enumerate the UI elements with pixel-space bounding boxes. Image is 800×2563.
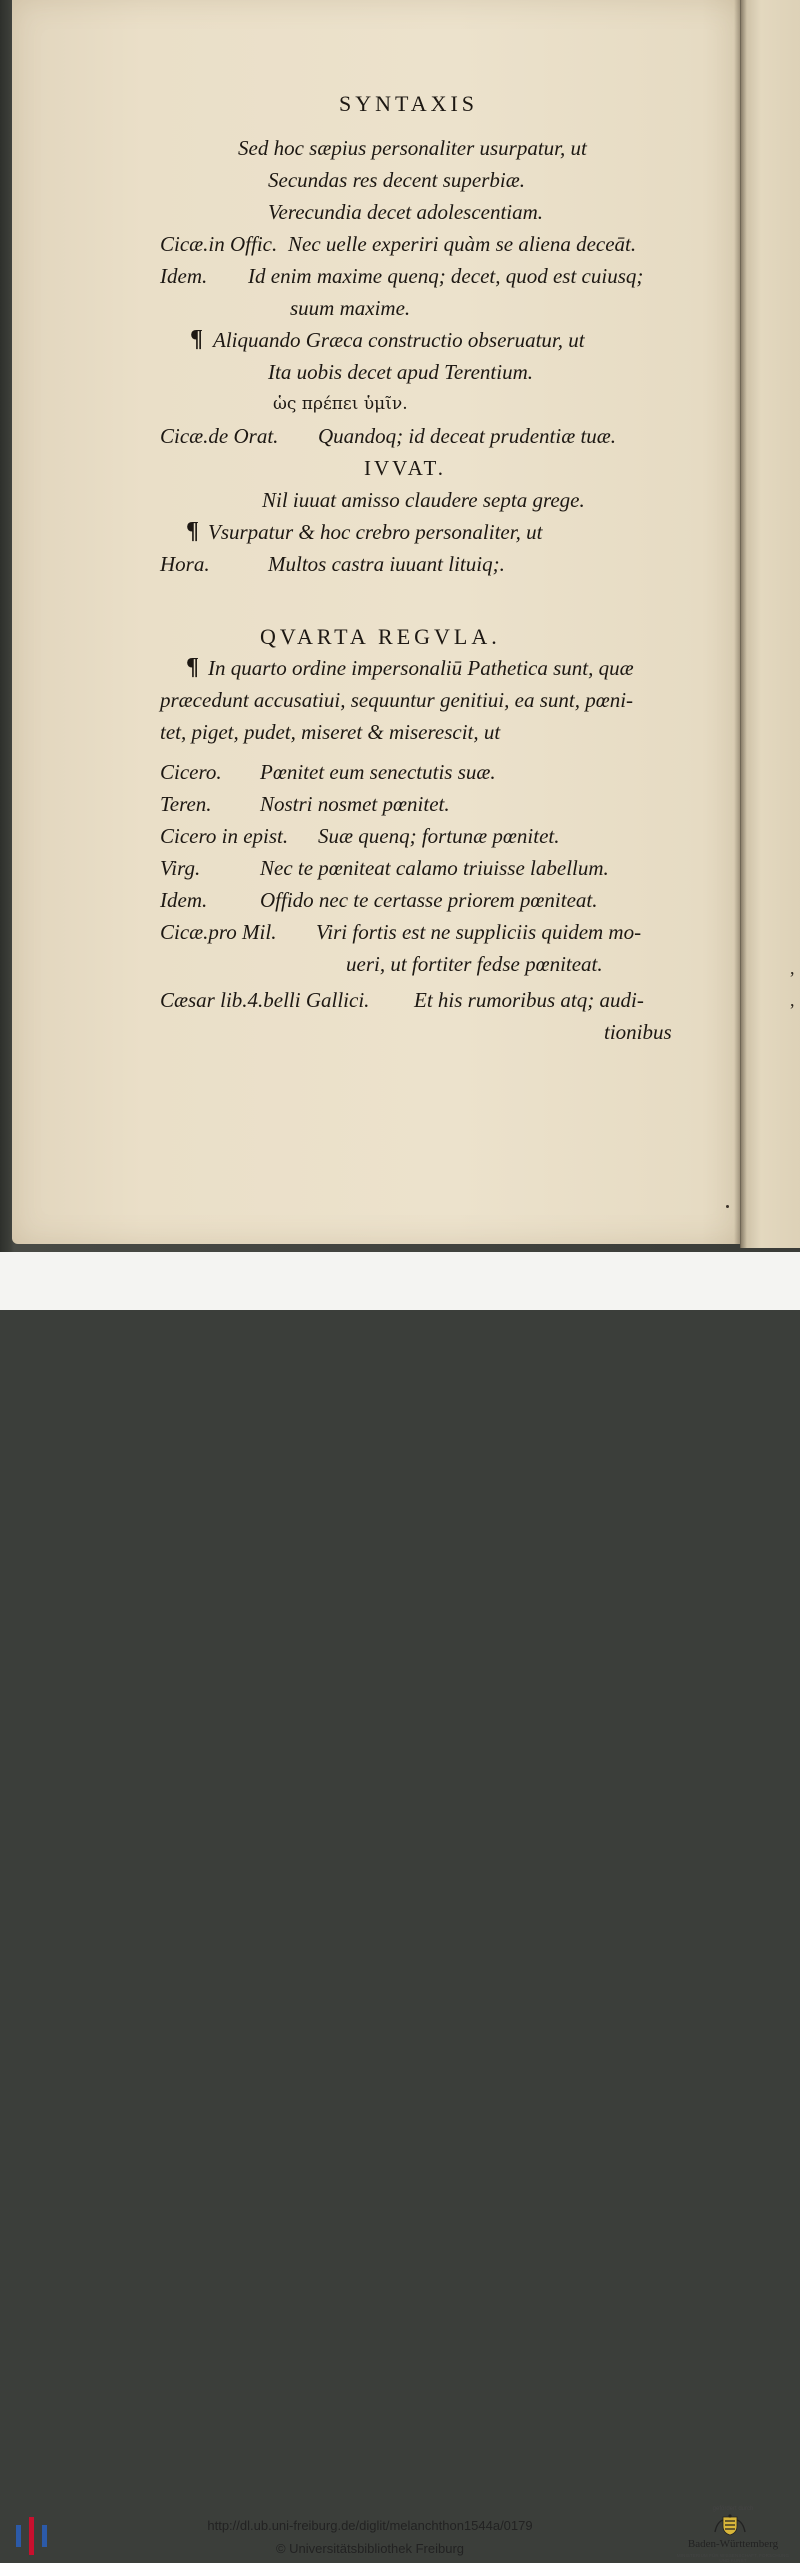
text-line: Nec te pœniteat calamo triuisse labellum. [260,856,609,880]
greek-line: ὡς πρέπει ὑμῖν. [273,394,408,414]
adjacent-page-edge [740,0,800,1248]
text-line: Sed hoc sæpius personaliter usurpatur, ut [238,136,587,160]
text-line: Verecundia decet adolescentiam. [268,200,544,224]
pilcrow-icon: ¶ [190,326,203,352]
text-line: Et his rumoribus atq; audi- [414,988,644,1012]
text-line: In quarto ordine impersonaliū Pathetica sunt, quæ [208,656,634,680]
text-line: Id enim maxime quenq; decet, quod est cuiusq; [248,264,644,288]
text-line: Nostri nosmet pœnitet. [260,792,450,816]
text-line: tet, piget, pudet, miseret & miserescit, ut [160,720,501,744]
text-line: Nec uelle experiri quàm se aliena deceāt. [288,232,637,256]
text-line: Multos castra iuuant lituiq;. [268,552,505,576]
text-line: Pœnitet eum senectutis suæ. [260,760,496,784]
text-line: ueri, ut fortiter fedse pœniteat. [346,952,603,976]
text-line: Secundas res decent superbiæ. [268,168,526,192]
text-line: Viri fortis est ne suppliciis quidem mo- [316,920,642,944]
baden-wuerttemberg-crest-icon [712,2514,748,2536]
text-line: Aliquando Græca constructio obseruatur, ut [213,328,585,352]
sponsor-name: Baden-Württemberg [687,2538,779,2550]
adjacent-page-mark: , [790,990,795,1010]
text-line: Vsurpatur & hoc crebro personaliter, ut [208,520,543,544]
line-reference: Cæsar lib.4.belli Gallici. [160,988,370,1012]
line-reference: Cicero. [160,760,222,784]
catchword: tionibus [604,1020,672,1044]
permalink-url[interactable]: http://dl.ub.uni-freiburg.de/diglit/melanchthon1544a/0179 [207,2518,533,2533]
section-heading: IVVAT. [364,456,446,480]
scanned-page-area [0,0,800,1252]
sponsor-ministry: MINISTERIUM FÜR WISSENSCHAFT, FORSCHUNG UND KUNST [676,2553,790,2563]
section-heading: QVARTA REGVLA. [260,624,501,649]
line-reference: Cicæ.in Offic. [160,232,278,256]
text-line: præcedunt accusatiui, sequuntur genitiui, ea sunt, pœni- [160,688,634,712]
running-head: SYNTAXIS [339,91,479,116]
text-line: Quandoq; id deceat prudentiæ tuæ. [318,424,617,448]
line-reference: Virg. [160,856,201,880]
line-reference: Cicæ.pro Mil. [160,920,277,944]
line-reference: Cicero in epist. [160,824,289,848]
line-reference: Teren. [160,792,212,816]
text-line: Ita uobis decet apud Terentium. [268,360,534,384]
pilcrow-icon: ¶ [186,654,199,680]
text-line: Suæ quenq; fortunæ pœnitet. [318,824,560,848]
sponsor-block[interactable] [672,2505,794,2561]
viewer-footer [0,1252,800,2563]
line-reference: Cicæ.de Orat. [160,424,279,448]
ink-speck [726,1205,729,1208]
adjacent-page-mark: , [790,958,795,978]
line-reference: Idem. [160,888,208,912]
line-reference: Hora. [160,552,210,576]
text-line: suum maxime. [290,296,411,320]
line-reference: Idem. [160,264,208,288]
text-line: Nil iuuat amisso claudere septa grege. [262,488,585,512]
sponsor-label: gefördert durch [712,2506,754,2512]
pilcrow-icon: ¶ [186,518,199,544]
copyright-notice: © Universitätsbibliothek Freiburg [275,2541,465,2556]
text-line: Offido nec te certasse priorem pœniteat. [260,888,598,912]
